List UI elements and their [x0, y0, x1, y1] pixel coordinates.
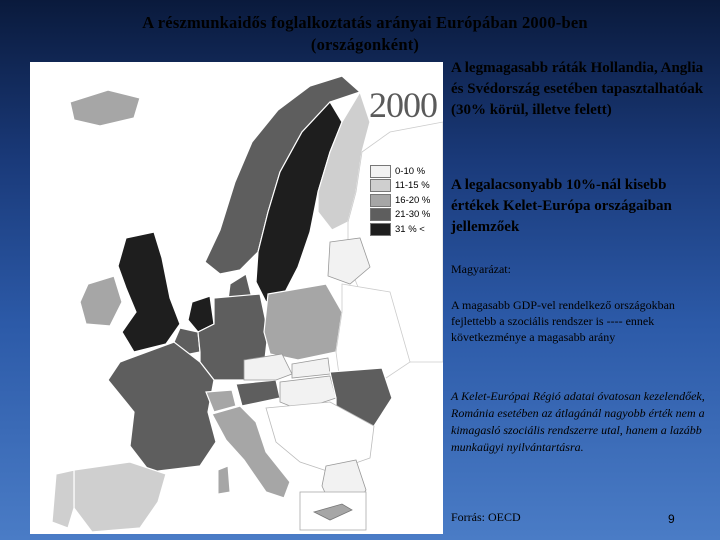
legend-label: 21-30 %: [395, 209, 431, 220]
legend-swatch: [370, 165, 391, 178]
title-line-2: (országonként): [310, 35, 420, 54]
legend-label: 16-20 %: [395, 194, 431, 206]
map-legend: [370, 164, 436, 237]
explanation-text: A magasabb GDP-vel rendelkező országokban fejlettebb a szociális rendszer is ---- ennek következménye a magasabb arány: [451, 298, 675, 344]
legend-swatch: [370, 223, 391, 236]
poland-region: [264, 284, 342, 360]
explanation-heading: Magyarázat:: [451, 262, 511, 276]
slide-title: [0, 12, 720, 56]
year-label: 2000: [369, 85, 437, 125]
page-number: 9: [668, 512, 675, 526]
legend-item: [370, 164, 436, 178]
source-label: Forrás: OECD: [451, 510, 521, 524]
legend-swatch: [370, 194, 391, 207]
europe-part-time-map: [30, 62, 443, 534]
legend-item: [370, 179, 436, 193]
iceland-region: [70, 90, 140, 126]
slovakia-region: [292, 358, 330, 378]
austria-region: [236, 380, 280, 406]
portugal-region: [52, 470, 74, 528]
note-lowest-rates: A legalacsonyabb 10%-nál kisebb értékek Kelet-Európa országaiban jellemzőek: [451, 177, 672, 235]
france-region: [108, 342, 216, 472]
legend-label: 11-15 %: [395, 180, 430, 191]
legend-swatch: [370, 179, 391, 192]
legend-label: 31 % <: [395, 223, 425, 235]
ireland-region: [80, 276, 122, 326]
spain-region: [74, 462, 166, 532]
legend-label: 0-10 %: [395, 165, 426, 177]
map-drawing: [30, 62, 443, 534]
caution-text: A Kelet-Európai Régió adatai óvatosan kezelendőek, Románia esetében az átlagánál nagyobb érték nem a kimagasló szociális rendszerre utal, hanem a lazább munkaügyi nyilvántartásra.: [451, 389, 705, 454]
legend-item: [370, 208, 436, 222]
uk-region: [118, 232, 180, 352]
title-line-1: A részmunkaidős foglalkoztatás arányai Európában 2000-ben: [142, 13, 588, 32]
legend-item: [370, 193, 436, 207]
legend-swatch: [370, 208, 391, 221]
legend-item: [370, 222, 436, 236]
note-highest-rates: A legmagasabb ráták Hollandia, Anglia és Svédország esetében tapasztalhatóak (30% körül, illetve felett): [451, 60, 704, 118]
